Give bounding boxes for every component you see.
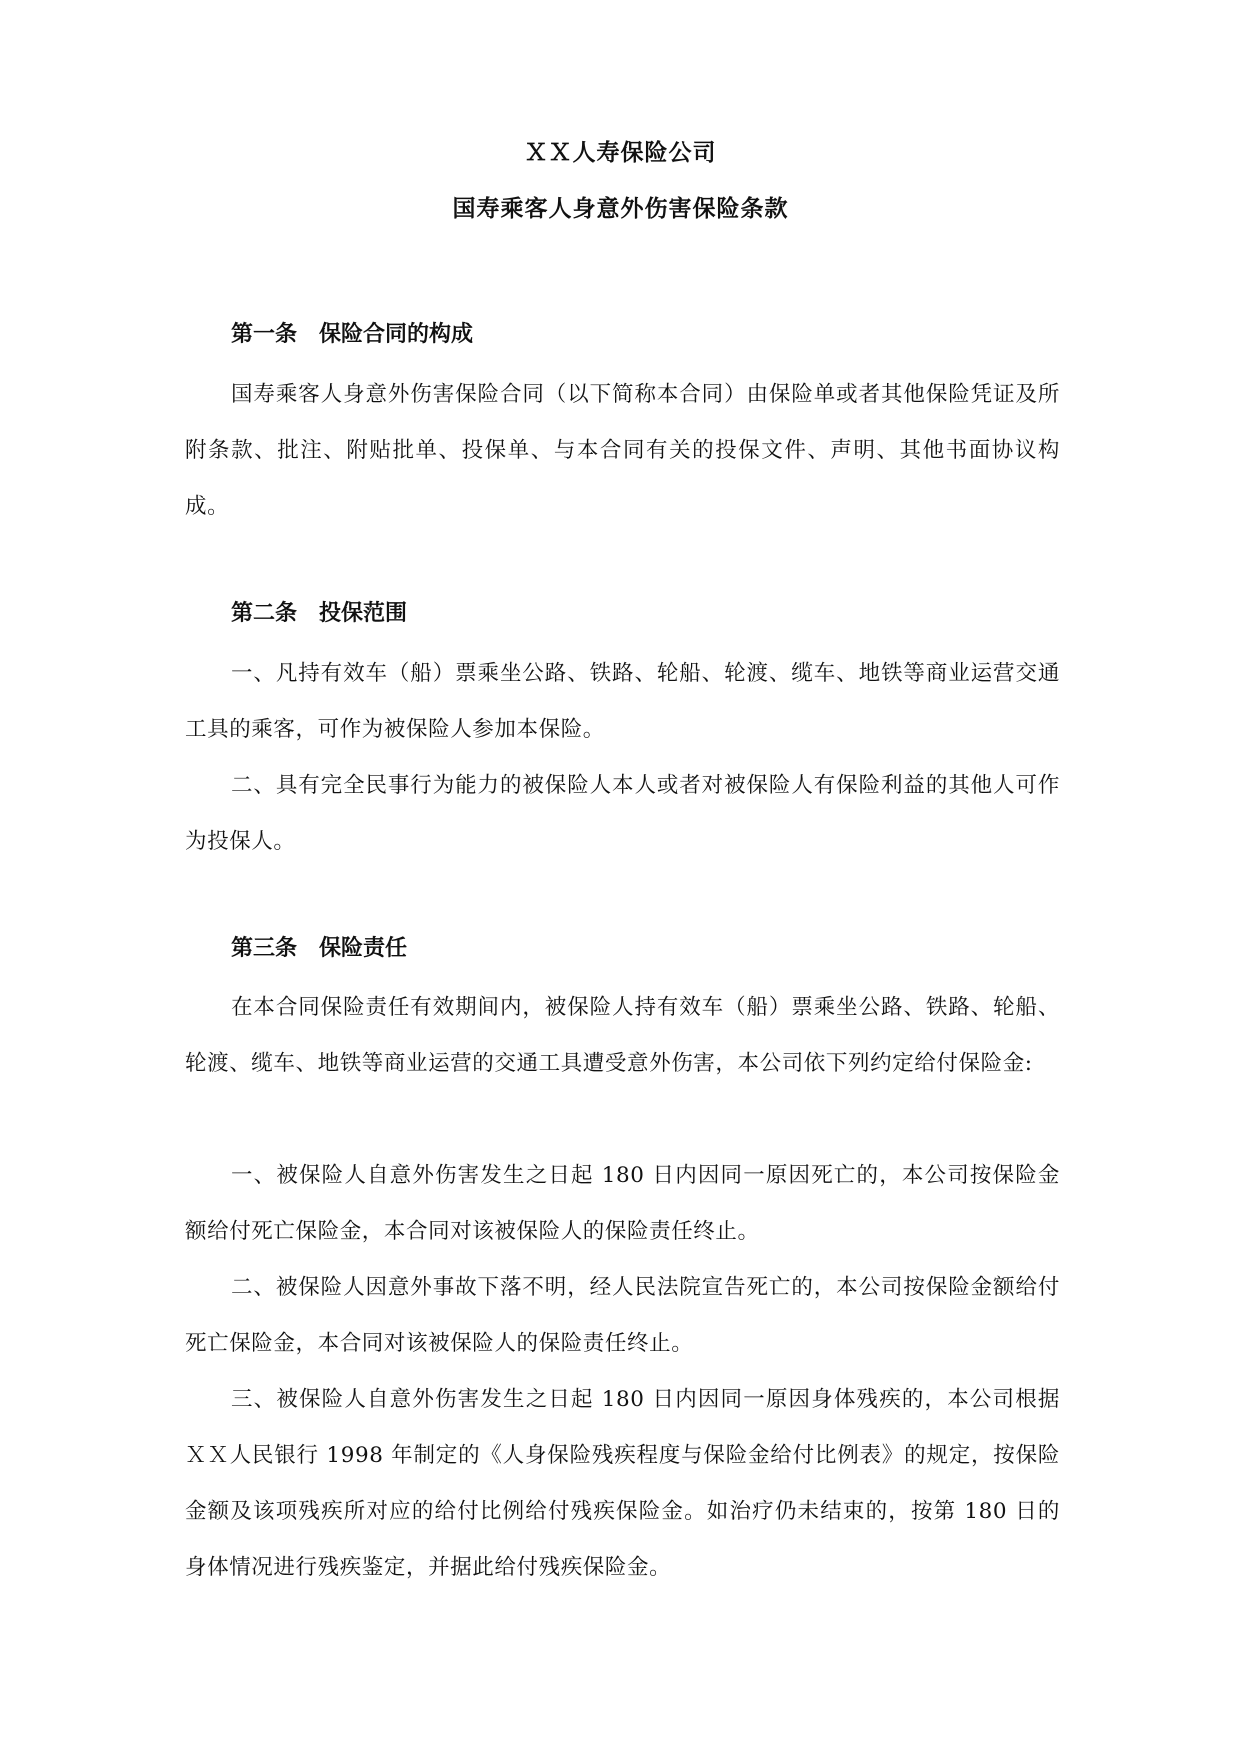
article-2-paragraph-1: 一、凡持有效车（船）票乘坐公路、铁路、轮船、轮渡、缆车、地铁等商业运营交通工具的乘客，可作为被保险人参加本保险。 [185, 661, 1060, 742]
article-3-paragraph-1: 在本合同保险责任有效期间内，被保险人持有效车（船）票乘坐公路、铁路、轮船、轮渡、缆车、地铁等商业运营的交通工具遭受意外伤害，本公司依下列约定给付保险金: [185, 995, 1060, 1076]
article-2-paragraph-2: 二、具有完全民事行为能力的被保险人本人或者对被保险人有保险利益的其他人可作为投保人。 [185, 773, 1060, 854]
article-2-heading: 第二条 投保范围 [231, 600, 408, 626]
document-title: 国寿乘客人身意外伤害保险条款 [452, 195, 789, 222]
article-1-paragraph-1: 国寿乘客人身意外伤害保险合同（以下简称本合同）由保险单或者其他保险凭证及所附条款、批注、附贴批单、投保单、与本合同有关的投保文件、声明、其他书面协议构成。 [185, 382, 1060, 519]
article-1-heading: 第一条 保险合同的构成 [231, 321, 474, 347]
company-name: ＸＸ人寿保险公司 [524, 139, 717, 166]
article-3-paragraph-4: 三、被保险人自意外伤害发生之日起 180 日内因同一原因身体残疾的，本公司根据ＸＸ人民银行 1998 年制定的《人身保险残疾程度与保险金给付比例表》的规定，按保险金额及该项残疾所对应的给付比例给付残疾保险金。如治疗仍未结束的，按第 180 日的身体情况进行残疾鉴定，并据此给付残疾保险金。 [185, 1387, 1060, 1580]
article-3-heading: 第三条 保险责任 [231, 935, 408, 961]
article-3-paragraph-2: 一、被保险人自意外伤害发生之日起 180 日内因同一原因死亡的，本公司按保险金额给付死亡保险金，本合同对该被保险人的保险责任终止。 [185, 1163, 1060, 1244]
article-3-paragraph-3: 二、被保险人因意外事故下落不明，经人民法院宣告死亡的，本公司按保险金额给付死亡保险金，本合同对该被保险人的保险责任终止。 [185, 1275, 1060, 1356]
